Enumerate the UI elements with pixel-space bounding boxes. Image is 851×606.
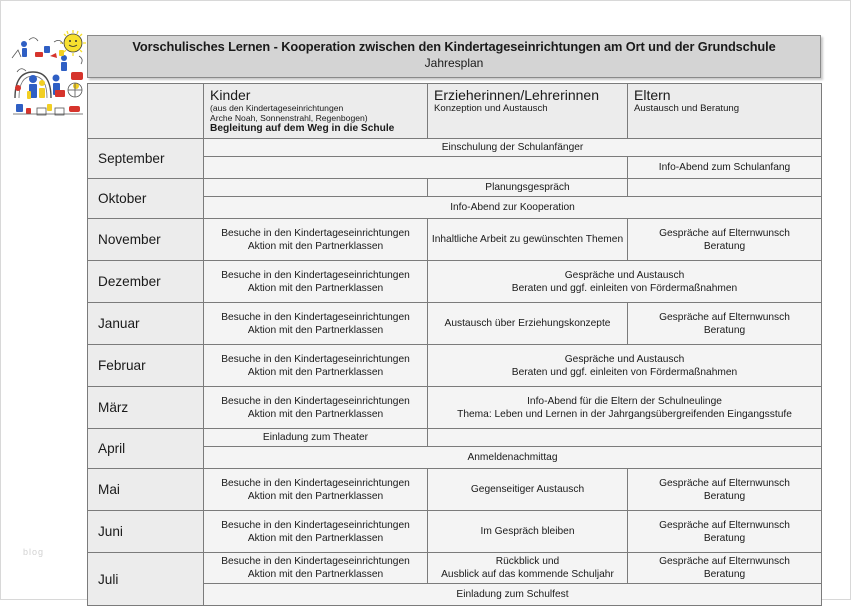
cell-oktober-kinder <box>204 179 428 197</box>
month-label-dezember: Dezember <box>88 261 204 303</box>
cell-september-empty <box>204 157 628 179</box>
cell-dezember-kinder-l1: Besuche in den Kindertageseinrichtungen <box>221 269 410 281</box>
cell-mai-eltern-l1: Gespräche auf Elternwunsch <box>659 477 790 489</box>
cell-oktober-eltern <box>628 179 822 197</box>
table-row-januar <box>88 303 822 345</box>
cell-juli-kinder <box>204 553 428 584</box>
cell-dezember-rest-l1: Gespräche und Austausch <box>564 269 685 281</box>
month-label-november: November <box>88 219 204 261</box>
cell-dezember-kinder-l2: Aktion mit den Partnerklassen <box>247 282 384 294</box>
cell-februar-rest-l1: Gespräche und Austausch <box>564 353 685 365</box>
cell-juli-kinder-l2: Aktion mit den Partnerklassen <box>247 569 384 580</box>
table-header-row <box>88 84 822 139</box>
header-erzieherinnen-title: Erzieherinnen/Lehrerinnen <box>434 87 599 103</box>
cell-dezember-kinder <box>204 261 428 303</box>
cell-juli-eltern-l1: Gespräche auf Elternwunsch <box>659 556 790 567</box>
cell-januar-eltern-l1: Gespräche auf Elternwunsch <box>659 311 790 323</box>
month-label-januar: Januar <box>88 303 204 345</box>
cell-mai-eltern <box>628 469 822 511</box>
table-row-dezember <box>88 261 822 303</box>
cell-dezember-rest <box>428 261 822 303</box>
cell-november-kinder-l1: Besuche in den Kindertageseinrichtungen <box>221 227 410 239</box>
cell-juli-erzieher-l2: Ausblick auf das kommende Schuljahr <box>441 569 614 580</box>
table-row-november <box>88 219 822 261</box>
cell-mai-erzieher: Gegenseitiger Austausch <box>428 469 628 511</box>
cell-juli-erzieher <box>428 553 628 584</box>
cell-juni-eltern <box>628 511 822 553</box>
cell-mai-kinder-l1: Besuche in den Kindertageseinrichtungen <box>221 477 410 489</box>
header-erzieherinnen-sub: Konzeption und Austausch <box>434 103 548 114</box>
cell-september-eltern: Info-Abend zum Schulanfang <box>628 157 822 179</box>
cell-maerz-kinder-l2: Aktion mit den Partnerklassen <box>247 408 384 420</box>
cell-dezember-rest-l2: Beraten und ggf. einleiten von Fördermaßnahmen <box>511 282 738 294</box>
month-label-oktober: Oktober <box>88 179 204 219</box>
header-kinder <box>204 84 428 139</box>
cell-september-all: Einschulung der Schulanfänger <box>204 139 822 157</box>
header-kinder-title: Kinder <box>210 87 251 103</box>
month-label-april: April <box>88 429 204 469</box>
cell-maerz-kinder <box>204 387 428 429</box>
cell-november-erzieher: Inhaltliche Arbeit zu gewünschten Themen <box>428 219 628 261</box>
header-month-col <box>88 84 204 139</box>
cell-juni-eltern-l1: Gespräche auf Elternwunsch <box>659 519 790 531</box>
cell-januar-kinder <box>204 303 428 345</box>
table-row-maerz <box>88 387 822 429</box>
cell-februar-kinder-l1: Besuche in den Kindertageseinrichtungen <box>221 353 410 365</box>
cell-oktober-erzieher: Planungsgespräch <box>428 179 628 197</box>
cell-februar-rest <box>428 345 822 387</box>
header-kinder-note1: (aus den Kindertageseinrichtungen <box>210 103 344 113</box>
cell-november-eltern-l2: Beratung <box>703 240 746 252</box>
cell-februar-kinder <box>204 345 428 387</box>
cell-juli-kinder-l1: Besuche in den Kindertageseinrichtungen <box>221 556 410 567</box>
cell-april-empty <box>428 429 822 447</box>
header-eltern-title: Eltern <box>634 87 671 103</box>
cell-april-all: Anmeldenachmittag <box>204 447 822 469</box>
page-subtitle: Jahresplan <box>424 56 484 70</box>
cell-januar-kinder-l2: Aktion mit den Partnerklassen <box>247 324 384 336</box>
header-erzieherinnen <box>428 84 628 139</box>
header-kinder-strong: Begleitung auf dem Weg in die Schule <box>210 123 395 134</box>
month-label-maerz: März <box>88 387 204 429</box>
cell-februar-kinder-l2: Aktion mit den Partnerklassen <box>247 366 384 378</box>
month-label-juli: Juli <box>88 553 204 606</box>
cell-juli-eltern-l2: Beratung <box>703 569 746 580</box>
children-drawing-clipart <box>9 28 91 121</box>
cell-juni-kinder-l1: Besuche in den Kindertageseinrichtungen <box>221 519 410 531</box>
cell-oktober-all: Info-Abend zur Kooperation <box>204 197 822 219</box>
header-eltern <box>628 84 822 139</box>
table-row-oktober-a <box>88 179 822 197</box>
cell-november-eltern-l1: Gespräche auf Elternwunsch <box>659 227 790 239</box>
cell-januar-kinder-l1: Besuche in den Kindertageseinrichtungen <box>221 311 410 323</box>
cell-maerz-rest-l2: Thema: Leben und Lernen in der Jahrgangsübergreifenden Eingangsstufe <box>457 408 792 420</box>
month-label-februar: Februar <box>88 345 204 387</box>
cell-mai-eltern-l2: Beratung <box>703 490 746 502</box>
cell-juli-eltern <box>628 553 822 584</box>
table-row-september-a <box>88 139 822 157</box>
document-title-block <box>87 35 821 78</box>
month-label-september: September <box>88 139 204 179</box>
table-row-mai <box>88 469 822 511</box>
cell-juni-kinder-l2: Aktion mit den Partnerklassen <box>247 532 384 544</box>
table-row-juni <box>88 511 822 553</box>
table-row-juli-a <box>88 553 822 584</box>
cell-januar-eltern <box>628 303 822 345</box>
cell-juli-all: Einladung zum Schulfest <box>204 584 822 606</box>
cell-februar-rest-l2: Beraten und ggf. einleiten von Fördermaßnahmen <box>511 366 738 378</box>
cell-november-kinder-l2: Aktion mit den Partnerklassen <box>247 240 384 252</box>
cell-januar-eltern-l2: Beratung <box>703 324 746 336</box>
header-eltern-sub: Austausch und Beratung <box>634 103 740 114</box>
cell-mai-kinder-l2: Aktion mit den Partnerklassen <box>247 490 384 502</box>
cell-november-kinder <box>204 219 428 261</box>
cell-juni-erzieher: Im Gespräch bleiben <box>428 511 628 553</box>
table-row-februar <box>88 345 822 387</box>
cell-maerz-kinder-l1: Besuche in den Kindertageseinrichtungen <box>221 395 410 407</box>
cell-april-kinder: Einladung zum Theater <box>204 429 428 447</box>
header-kinder-note2: Arche Noah, Sonnenstrahl, Regenbogen) <box>210 113 368 123</box>
cell-juni-kinder <box>204 511 428 553</box>
cell-november-eltern <box>628 219 822 261</box>
month-label-juni: Juni <box>88 511 204 553</box>
cell-juli-erzieher-l1: Rückblick und <box>495 556 560 567</box>
watermark-text: blog <box>23 547 45 557</box>
table-row-april-a <box>88 429 822 447</box>
month-label-mai: Mai <box>88 469 204 511</box>
cell-maerz-rest <box>428 387 822 429</box>
page-title: Vorschulisches Lernen - Kooperation zwischen den Kindertageseinrichtungen am Ort und der Grundschule <box>132 39 776 54</box>
cell-januar-erzieher: Austausch über Erziehungskonzepte <box>428 303 628 345</box>
cell-mai-kinder <box>204 469 428 511</box>
year-plan-table <box>87 83 822 606</box>
cell-juni-eltern-l2: Beratung <box>703 532 746 544</box>
cell-maerz-rest-l1: Info-Abend für die Eltern der Schulneulinge <box>527 395 722 407</box>
